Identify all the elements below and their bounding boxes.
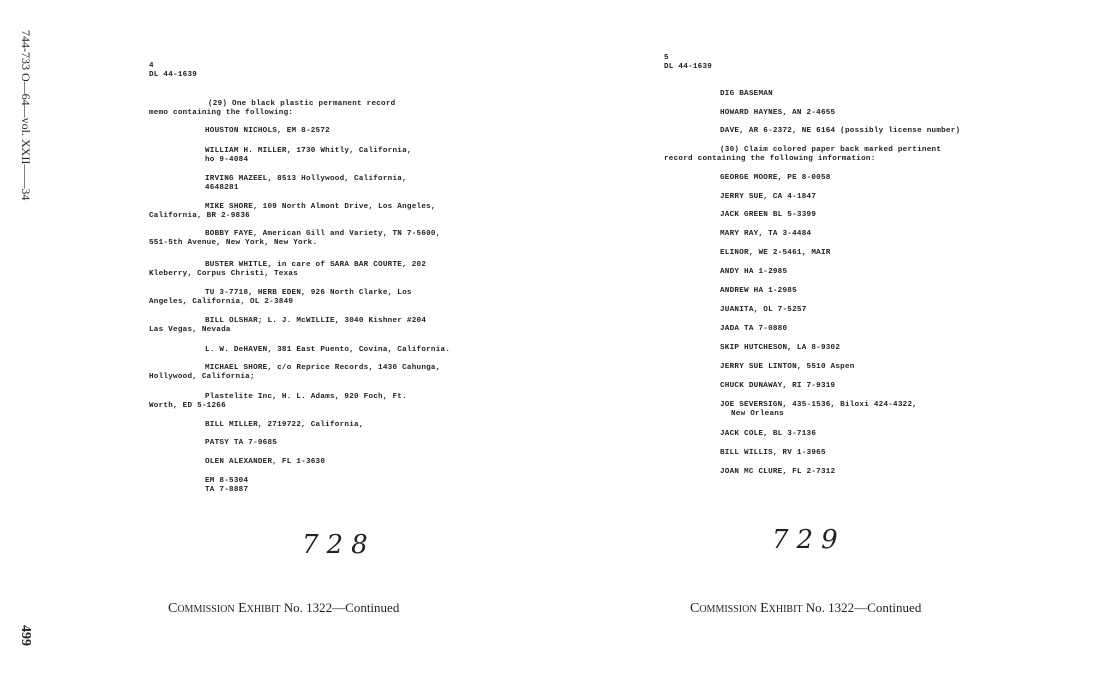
left-exhibit-caption bbox=[168, 600, 399, 617]
right-entry-14: JERRY SUE LINTON, 5510 Aspen bbox=[720, 363, 855, 371]
left-entry-7-line-0: TU 3-7718, HERB EDEN, 926 North Clarke, Los bbox=[205, 289, 412, 297]
right-entry-3-line-0: (30) Claim colored paper back marked pertinent bbox=[720, 146, 942, 154]
right-entry-16-line-0: JOE SEVERSIGN, 435-1536, Biloxi 424-4322, bbox=[720, 401, 918, 409]
right-entry-10: ANDREW HA 1-2985 bbox=[720, 287, 797, 295]
left-entry-8-line-0: BILL OLSHAR; L. J. McWILLIE, 3040 Kishner #204 bbox=[205, 317, 427, 325]
right-entry-3-line-1: record containing the following information: bbox=[664, 155, 876, 163]
left-handwritten-page-number: 728 bbox=[302, 530, 376, 560]
left-entry-2-line-0: WILLIAM H. MILLER, 1730 Whitly, California, bbox=[205, 147, 412, 155]
right-file-number: DL 44-1639 bbox=[664, 63, 713, 71]
right-entry-16-line-1: New Orleans bbox=[731, 410, 784, 418]
left-entry-10-line-0: MICHAEL SHORE, c/o Reprice Records, 1430 Cahunga, bbox=[205, 364, 441, 372]
right-entry-4: GEORGE MOORE, PE 8-0058 bbox=[720, 174, 831, 182]
right-entry-17: JACK COLE, BL 3-7136 bbox=[720, 430, 817, 438]
left-entry-14: OLEN ALEXANDER, FL 1-3630 bbox=[205, 458, 326, 466]
right-page-number: 5 bbox=[664, 54, 669, 62]
left-entry-11-line-1: Worth, ED 5-1266 bbox=[149, 402, 226, 410]
right-entry-13: SKIP HUTCHESON, LA 8-9302 bbox=[720, 344, 841, 352]
left-entry-0-line-0: (29) One black plastic permanent record bbox=[208, 100, 396, 108]
left-entry-9: L. W. DeHAVEN, 381 East Puento, Covina, California. bbox=[205, 346, 451, 354]
left-entry-13: PATSY TA 7-9685 bbox=[205, 439, 278, 447]
vertical-margin-note: 744-733 O—64—vol. XXII——34 bbox=[19, 30, 33, 201]
right-entry-15: CHUCK DUNAWAY, RI 7-9319 bbox=[720, 382, 836, 390]
left-file-number: DL 44-1639 bbox=[149, 71, 198, 79]
left-entry-3-line-0: IRVING MAZEEL, 8513 Hollywood, California, bbox=[205, 175, 407, 183]
right-entry-7: MARY RAY, TA 3-4484 bbox=[720, 230, 812, 238]
left-entry-11-line-0: Plastelite Inc, H. L. Adams, 920 Foch, Ft. bbox=[205, 393, 407, 401]
volume-page-number: 499 bbox=[18, 625, 33, 646]
left-entry-4-line-1: California, BR 2-9836 bbox=[149, 212, 250, 220]
right-exhibit-caption bbox=[690, 600, 921, 617]
left-entry-7-line-1: Angeles, California, OL 2-3849 bbox=[149, 298, 294, 306]
right-entry-12: JADA TA 7-0880 bbox=[720, 325, 788, 333]
right-entry-19: JOAN MC CLURE, FL 2-7312 bbox=[720, 468, 836, 476]
right-entry-11: JUANITA, OL 7-5257 bbox=[720, 306, 807, 314]
left-entry-8-line-1: Las Vegas, Nevada bbox=[149, 326, 231, 334]
left-entry-15-line-0: EM 8-5304 bbox=[205, 477, 249, 485]
left-entry-3-line-1: 4648281 bbox=[205, 184, 239, 192]
left-entry-6-line-0: BUSTER WHITLE, in care of SARA BAR COURTE, 202 bbox=[205, 261, 427, 269]
left-entry-1: HOUSTON NICHOLS, EM 8-2572 bbox=[205, 127, 330, 135]
left-entry-4-line-0: MIKE SHORE, 109 North Almont Drive, Los Angeles, bbox=[205, 203, 436, 211]
left-entry-6-line-1: Kleberry, Corpus Christi, Texas bbox=[149, 270, 299, 278]
right-entry-9: ANDY HA 1-2985 bbox=[720, 268, 788, 276]
left-entry-5-line-0: BOBBY FAYE, American Gill and Variety, TN 7-5600, bbox=[205, 230, 441, 238]
left-entry-12: BILL MILLER, 2719722, California, bbox=[205, 421, 364, 429]
right-entry-0: DIG BASEMAN bbox=[720, 90, 773, 98]
right-caption-prefix: Commission Exhibit bbox=[690, 601, 803, 616]
right-entry-5: JERRY SUE, CA 4-1847 bbox=[720, 193, 817, 201]
left-entry-15-line-1: TA 7-8887 bbox=[205, 486, 249, 494]
right-entry-6: JACK GREEN BL 5-3399 bbox=[720, 211, 817, 219]
right-entry-2: DAVE, AR 6-2372, NE 6164 (possibly license number) bbox=[720, 127, 961, 135]
left-caption-rest: No. 1322—Continued bbox=[283, 600, 400, 615]
left-entry-5-line-1: 551-5th Avenue, New York, New York. bbox=[149, 239, 318, 247]
left-page-number: 4 bbox=[149, 62, 154, 70]
left-caption-prefix: Commission Exhibit bbox=[168, 601, 281, 616]
left-entry-2-line-1: ho 9-4084 bbox=[205, 156, 249, 164]
right-caption-rest: No. 1322—Continued bbox=[805, 600, 922, 615]
right-entry-18: BILL WILLIS, RV 1-3965 bbox=[720, 449, 826, 457]
right-entry-1: HOWARD HAYNES, AN 2-4655 bbox=[720, 109, 836, 117]
right-handwritten-page-number: 729 bbox=[772, 525, 846, 555]
left-entry-10-line-1: Hollywood, California; bbox=[149, 373, 255, 381]
left-entry-0-line-1: memo containing the following: bbox=[149, 109, 294, 117]
right-entry-8: ELINOR, WE 2-5461, MAIR bbox=[720, 249, 831, 257]
